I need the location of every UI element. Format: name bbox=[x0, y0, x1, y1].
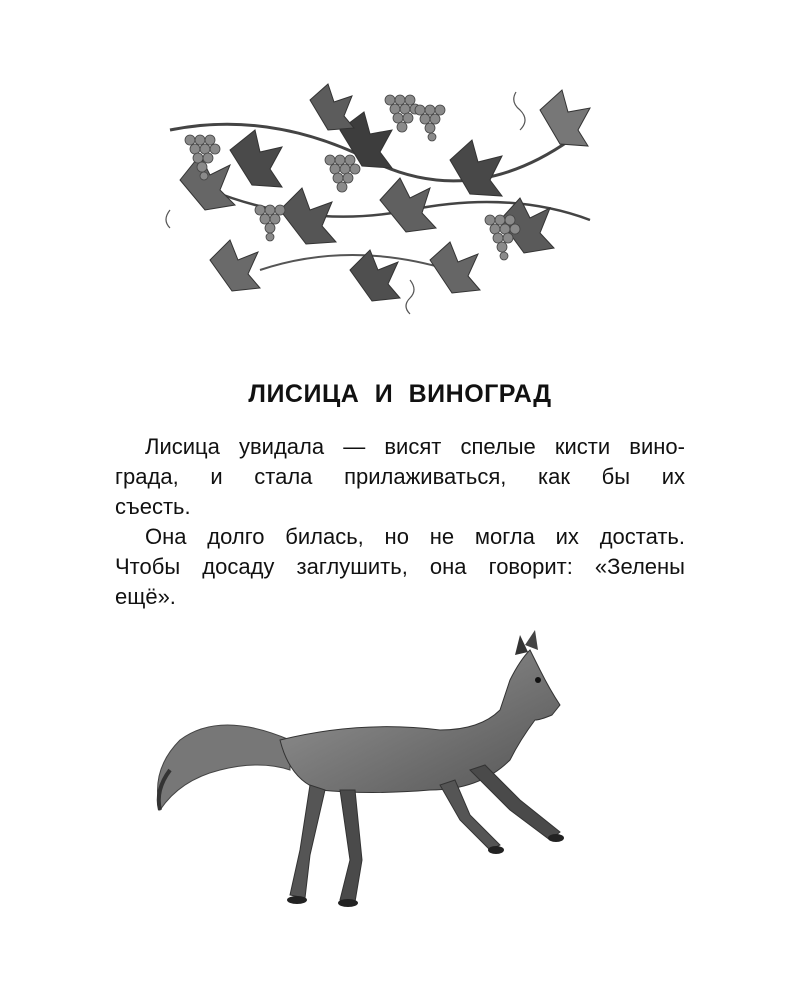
text-line: Она долго билась, но не могла их достать. bbox=[145, 524, 685, 549]
text-line: ещё». bbox=[115, 584, 176, 609]
page-title: ЛИСИЦА И ВИНОГРАД bbox=[248, 380, 552, 408]
text-line: града, и стала прилаживаться, как бы их bbox=[115, 464, 685, 489]
text-line: Чтобы досаду заглушить, она говорит: «Зелены bbox=[115, 554, 685, 579]
fox-illustration bbox=[140, 620, 580, 920]
text-line: съесть. bbox=[115, 494, 191, 519]
text-line: Лисица увидала — висят спелые кисти вино- bbox=[145, 434, 685, 459]
grapevine-illustration bbox=[150, 70, 610, 320]
story-text bbox=[115, 432, 685, 612]
